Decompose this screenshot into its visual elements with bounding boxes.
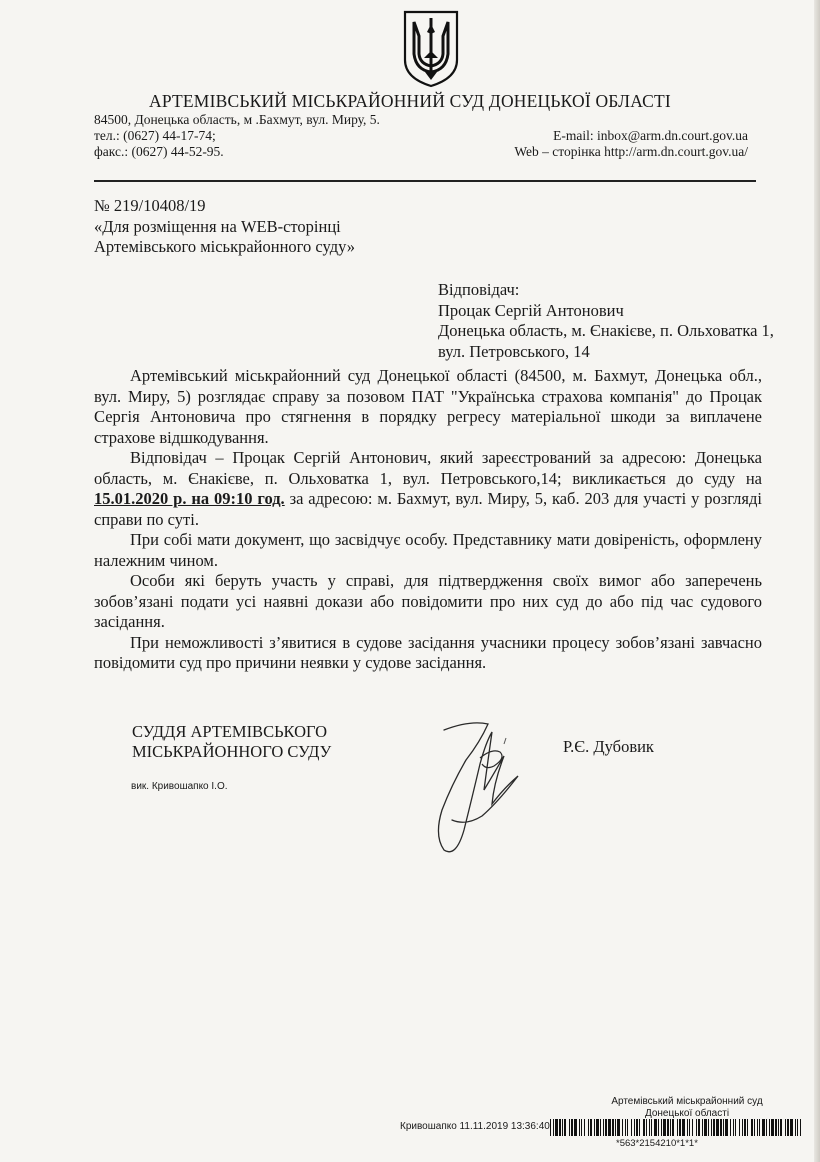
court-phone: тел.: (0627) 44-17-74; [94, 128, 216, 143]
paragraph-absence: При неможливості з’явитися в судове засідання учасники процесу зобов’язані завчасно повідомити суд про причини неявки у судове засідання. [94, 632, 762, 672]
judge-title [132, 722, 331, 762]
judge-title-line2: МІСЬКРАЙОННОГО СУДУ [132, 742, 332, 761]
paragraph-documents: При собі мати документ, що засвідчує особу. Представнику мати довіреність, оформлену належним чином. [94, 530, 762, 570]
barcode-number: *563*2154210*1*1* [616, 1138, 698, 1149]
recipient-address-line1: Донецька область, м. Єнакієве, п. Ольховатка 1, [438, 321, 774, 340]
court-online-contacts [514, 128, 748, 160]
court-fax: факс.: (0627) 44-52-95. [94, 144, 224, 159]
judge-name: Р.Є. Дубовик [563, 737, 654, 756]
registration-stamp [580, 1096, 794, 1120]
handwritten-signature [422, 712, 532, 862]
stamp-court-line1: Артемівський міськрайонний суд [611, 1096, 763, 1107]
hearing-datetime: 15.01.2020 р. на 09:10 год. [94, 489, 285, 508]
header-divider [94, 180, 756, 182]
judge-title-line1: СУДДЯ АРТЕМІВСЬКОГО [132, 722, 328, 741]
summons-text-before: Відповідач – Процак Сергій Антонович, який зареєстрований за адресою: Донецька область, м. Єнакієве, п. Ольховатка 1, вул. Петровського,14; викликається до суду на [94, 448, 762, 488]
paragraph-evidence: Особи які беруть участь у справі, для підтвердження своїх вимог або заперечень зобов’язані подати усі наявні докази або повідомити про них суд до або під час судового засідання. [94, 571, 762, 631]
scan-edge [814, 0, 820, 1162]
summons-text-after: за адресою: м. Бахмут, вул. Миру, 5, каб. 203 для участі у розгляді справи по суті. [94, 489, 762, 529]
court-title: АРТЕМІВСЬКИЙ МІСЬКРАЙОННИЙ СУД ДОНЕЦЬКОЇ ОБЛАСТІ [149, 91, 671, 111]
case-reference [94, 196, 355, 258]
court-address: 84500, Донецька область, м .Бахмут, вул. Миру, 5. [94, 112, 380, 127]
paragraph-summons [94, 448, 762, 530]
trident-coat-of-arms-icon [402, 10, 460, 88]
court-website: Web – сторінка http://arm.dn.court.gov.ua/ [514, 144, 748, 159]
summons-body [94, 366, 762, 674]
registrar-datetime: Кривошапко 11.11.2019 13:36:40 [400, 1121, 550, 1132]
executor-name: вик. Кривошапко І.О. [131, 781, 228, 792]
stamp-court-line2: Донецької області [644, 1108, 730, 1119]
recipient-block [438, 280, 774, 362]
barcode-icon [550, 1119, 804, 1136]
recipient-label: Відповідач: [438, 280, 520, 299]
recipient-name: Процак Сергій Антонович [438, 300, 624, 320]
court-contacts [94, 112, 380, 160]
publication-note-line2: Артемівського міськрайонного суду» [94, 237, 356, 256]
paragraph-case-description: Артемівський міськрайонний суд Донецької області (84500, м. Бахмут, Донецька обл., вул. Миру, 5) розглядає справу за позовом ПАТ "Українська страхова компанія" до Процак Сергія Антоновича про стягнення в порядку регресу матеріальної шкоди за виплачене страхове відшкодування. [94, 366, 762, 447]
publication-note-line1: «Для розміщення на WEB-сторінці [94, 216, 341, 236]
case-number: № 219/10408/19 [94, 196, 206, 215]
recipient-address-line2: вул. Петровського, 14 [438, 341, 590, 361]
court-email: E-mail: inbox@arm.dn.court.gov.ua [553, 128, 748, 143]
